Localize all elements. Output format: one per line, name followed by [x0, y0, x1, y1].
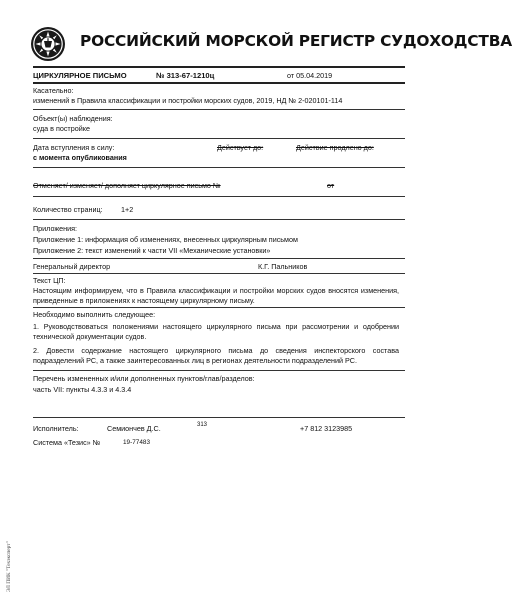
objects-label: Объект(ы) наблюдения: [33, 114, 113, 123]
cancels-text: Отменяет/ изменяет/ дополняет циркулярное письмо № [33, 181, 221, 190]
department-code: 313 [197, 422, 208, 428]
executor-phone: +7 812 3123985 [300, 424, 353, 433]
document-header [24, 22, 512, 66]
action-item: 2. Довести содержание настоящего циркулярного письма до сведения инспекторского состава подразделений РС, а также заинтересованных лиц в регионах деятельности подразделений РС. [33, 346, 399, 365]
changes-text: часть VII: пункты 4.3.3 и 4.3.4 [33, 385, 132, 394]
stamp-text: ЭЛ ПИК "Техэксперт" [6, 541, 12, 592]
appendix-item: Приложение 2: текст изменений к части VII «Механические установки» [33, 246, 271, 255]
organization-title: РОССИЙСКИЙ МОРСКОЙ РЕГИСТР СУДОХОДСТВА [80, 32, 512, 50]
subject-text: изменений в Правила классификации и постройки морских судов, 2019, НД № 2-020101-114 [33, 96, 343, 105]
appendices-label: Приложения: [33, 224, 78, 233]
changes-label: Перечень измененных и/или дополненных пунктов/глав/разделов: [33, 374, 255, 383]
divider [33, 417, 405, 418]
effective-value: с момента опубликования [33, 153, 127, 162]
valid-until-label: Действует до: [217, 143, 264, 152]
body-label: Текст ЦП: [33, 276, 66, 285]
divider [33, 167, 405, 168]
divider [33, 370, 405, 371]
letter-type: ЦИРКУЛЯРНОЕ ПИСЬМО [33, 71, 127, 80]
divider [33, 138, 405, 139]
cancels-from-label: от [327, 181, 335, 190]
executor-label: Исполнитель: [33, 424, 79, 433]
appendix-item: Приложение 1: информация об изменениях, внесенных циркулярным письмом [33, 235, 298, 244]
objects-text: суда в постройке [33, 124, 90, 133]
director-name: К.Г. Пальников [258, 262, 308, 271]
divider [33, 219, 405, 220]
letter-number: № 313-67-1210ц [156, 71, 215, 80]
pages-value: 1+2 [121, 205, 134, 214]
title-divider [33, 82, 405, 84]
extended-until-label: Действие продлено до: [296, 143, 374, 152]
executor-name: Семиончев Д.С. [107, 424, 161, 433]
subject-label: Касательно: [33, 86, 74, 95]
divider [33, 258, 405, 259]
director-title: Генеральный директор [33, 262, 111, 271]
divider [33, 196, 405, 197]
divider [33, 109, 405, 110]
rs-emblem-icon [30, 26, 66, 62]
effective-label: Дата вступления в силу: [33, 143, 115, 152]
body-text: Настоящим информируем, что в Правила классификации и постройки морских судов вносятся изменения, приведенные в приложениях к настоящему циркулярному письму. [33, 286, 399, 305]
letter-date: от 05.04.2019 [287, 71, 333, 80]
side-stamp [6, 532, 16, 602]
pages-label: Количество страниц: [33, 205, 103, 214]
divider [33, 273, 405, 274]
actions-label: Необходимо выполнить следующее: [33, 310, 156, 319]
header-divider [33, 66, 405, 68]
action-item: 1. Руководствоваться положениями настоящего циркулярного письма при рассмотрении и одобрении технической документации судов. [33, 322, 399, 341]
system-number: 19-77483 [123, 439, 151, 446]
divider [33, 307, 405, 308]
system-label: Система «Тезис» № [33, 438, 101, 447]
